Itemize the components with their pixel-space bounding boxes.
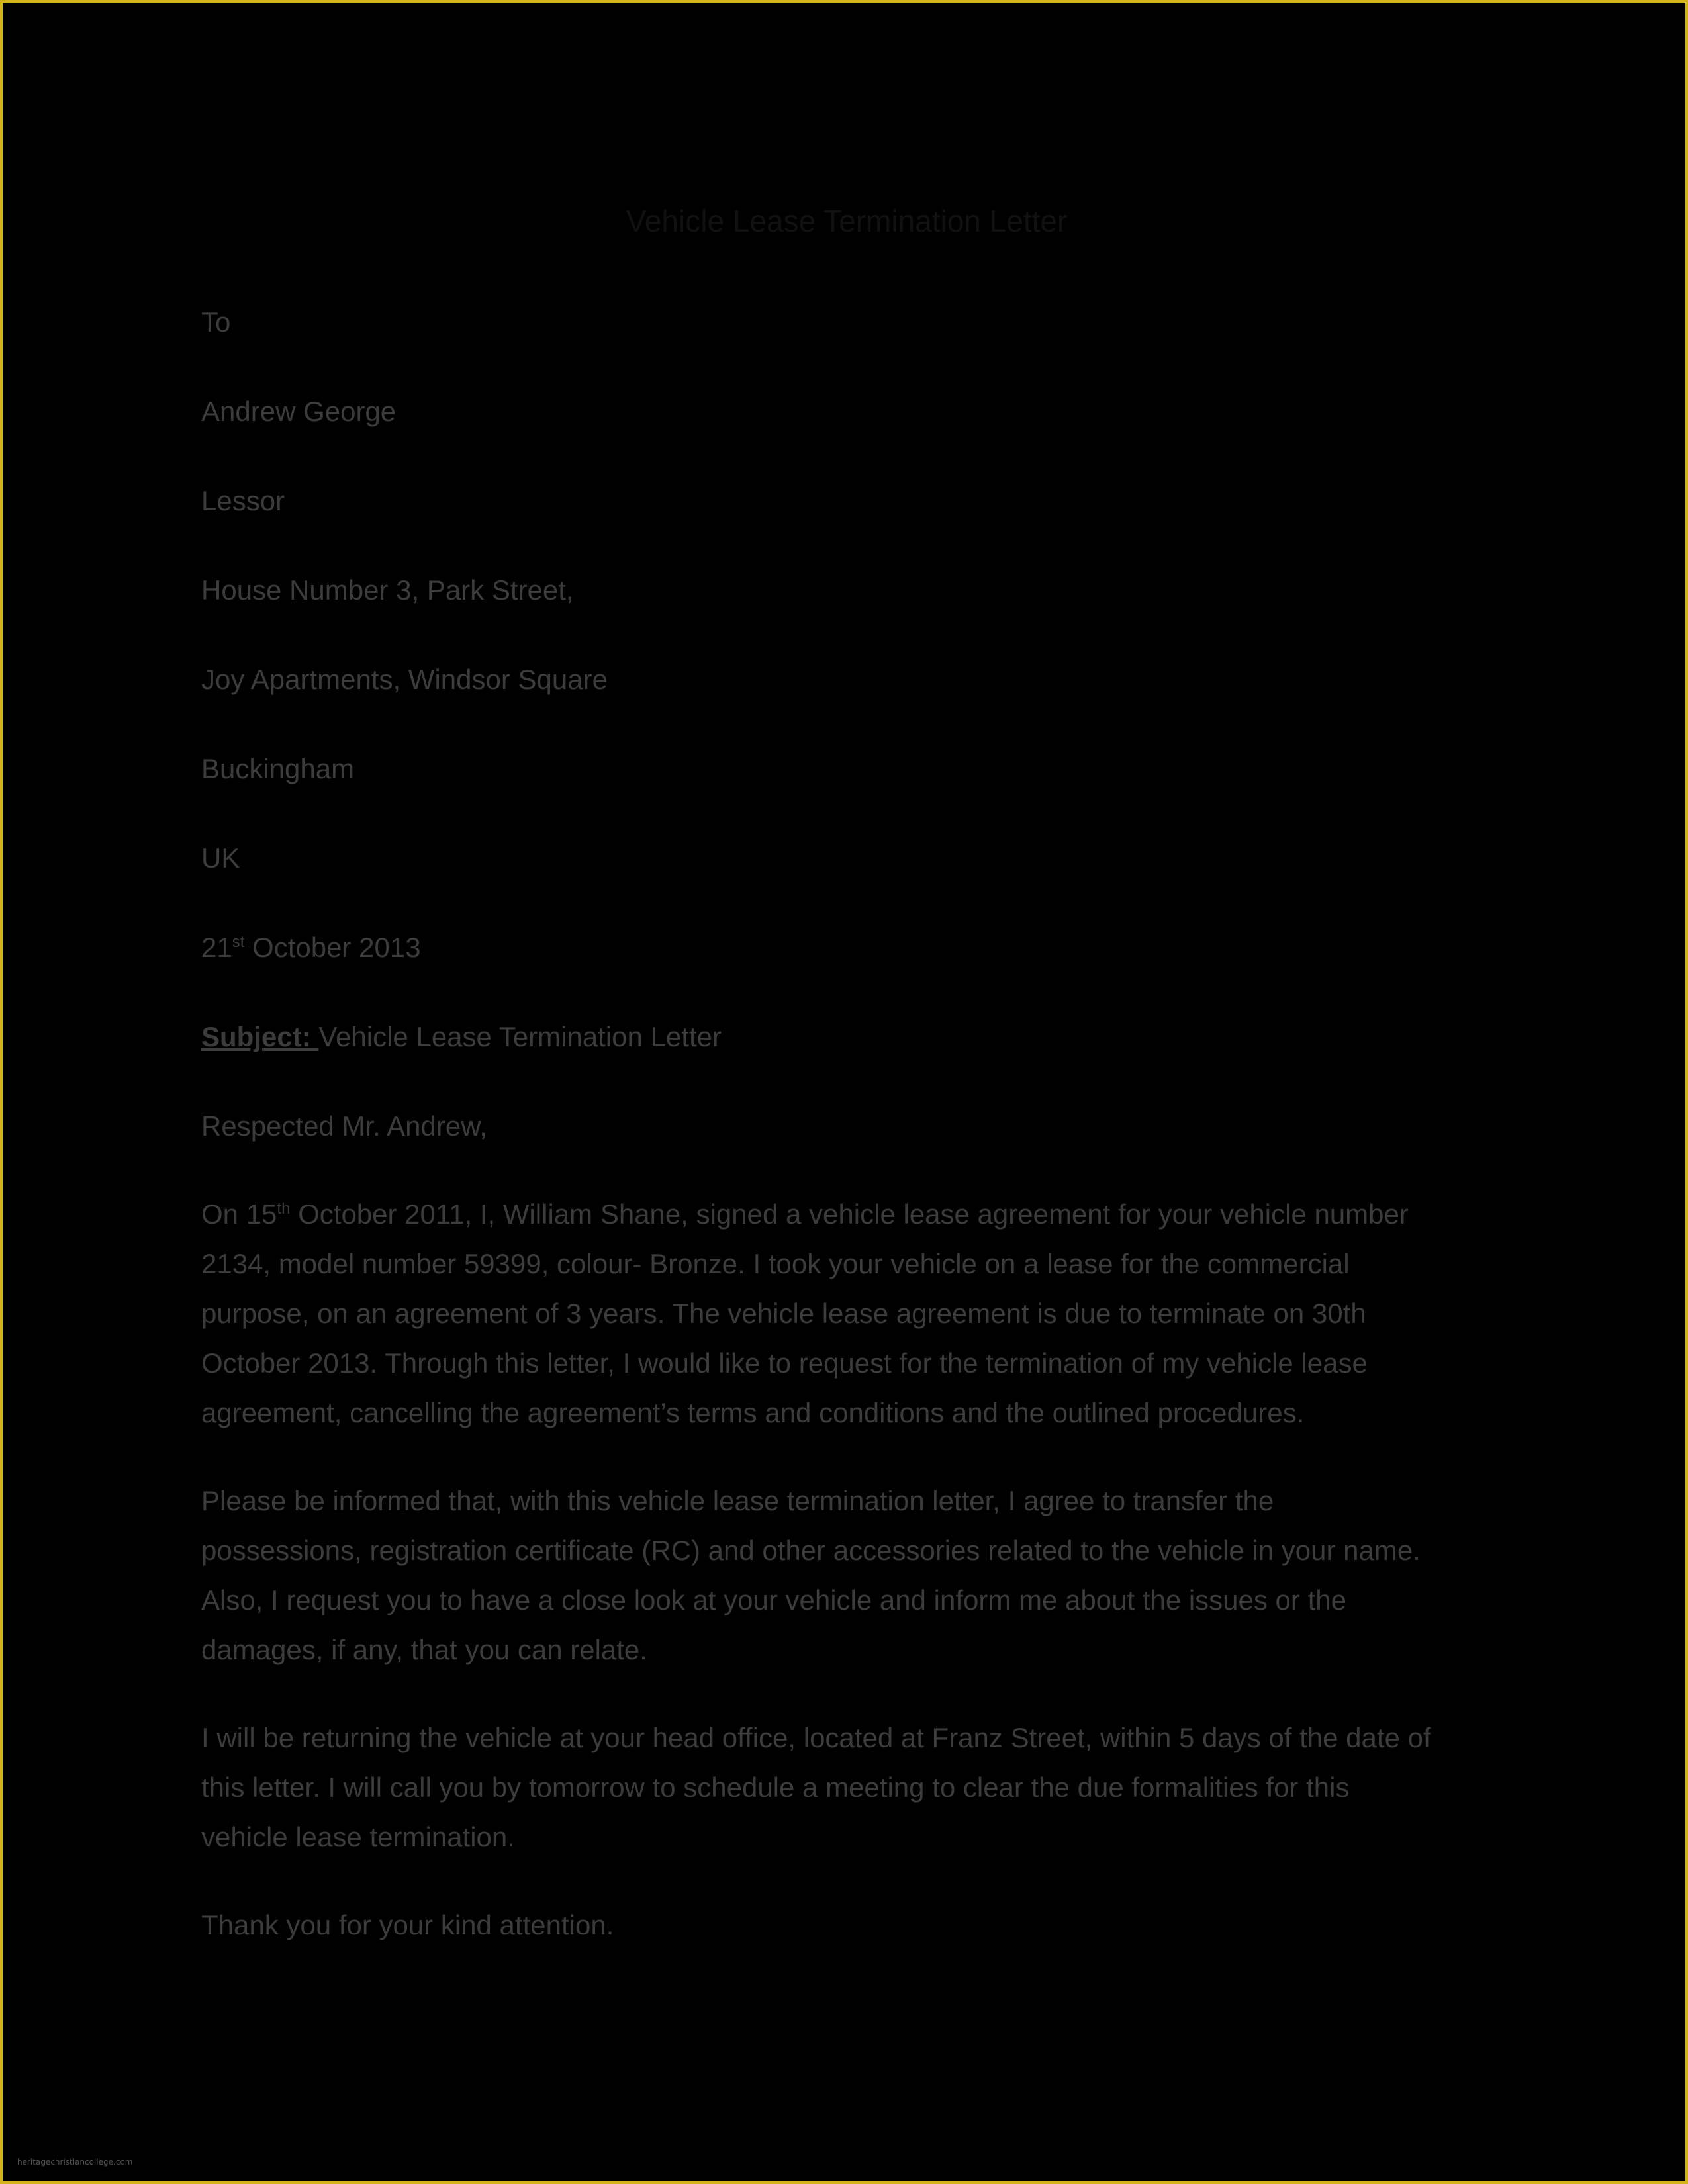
paragraph-1-line-1 bbox=[201, 1189, 1499, 1239]
date-rest: October 2013 bbox=[244, 932, 421, 963]
recipient-role: Lessor bbox=[201, 485, 285, 516]
paragraph-1-line-5: agreement, cancelling the agreement’s terms and conditions and the outlined procedures. bbox=[201, 1397, 1305, 1428]
document-title: Vehicle Lease Termination Letter bbox=[626, 204, 1068, 238]
paragraph-1-line-4: October 2013. Through this letter, I would like to request for the termination of my vehicle lease bbox=[201, 1347, 1368, 1379]
p1-line-1-rest: October 2011, I, William Shane, signed a vehicle lease agreement for your vehicle number bbox=[290, 1199, 1409, 1230]
p1-lead-suffix: th bbox=[277, 1200, 291, 1218]
closing-line: Thank you for your kind attention. bbox=[201, 1909, 614, 1940]
paragraph-3-line-3: vehicle lease termination. bbox=[201, 1821, 515, 1852]
paragraph-2 bbox=[201, 1476, 1499, 1674]
p1-lead: On 15 bbox=[201, 1199, 277, 1230]
letter-body bbox=[201, 297, 1499, 1950]
watermark-text: heritagechristiancollege.com bbox=[17, 2158, 133, 2167]
paragraph-3-line-1: I will be returning the vehicle at your head office, located at Franz Street, within 5 days of the date of bbox=[201, 1722, 1431, 1753]
paragraph-2-line-2: possessions, registration certificate (RC) and other accessories related to the vehicle in your name. bbox=[201, 1535, 1421, 1566]
date-suffix: st bbox=[232, 933, 245, 951]
paragraph-2-line-3: Also, I request you to have a close look at your vehicle and inform me about the issues or the bbox=[201, 1584, 1346, 1615]
recipient-name: Andrew George bbox=[201, 396, 397, 427]
paragraph-3-line-2: this letter. I will call you by tomorrow to schedule a meeting to clear the due formalities for this bbox=[201, 1772, 1350, 1803]
paragraph-3 bbox=[201, 1713, 1499, 1862]
paragraph-1-line-3: purpose, on an agreement of 3 years. The vehicle lease agreement is due to terminate on 30th bbox=[201, 1298, 1366, 1329]
subject-line bbox=[201, 1012, 1499, 1062]
to-label: To bbox=[201, 306, 231, 338]
paragraph-1 bbox=[201, 1189, 1499, 1437]
salutation: Respected Mr. Andrew, bbox=[201, 1111, 487, 1142]
paragraph-2-line-4: damages, if any, that you can relate. bbox=[201, 1634, 647, 1665]
subject-text: Vehicle Lease Termination Letter bbox=[318, 1021, 722, 1052]
address-city: Buckingham bbox=[201, 753, 355, 784]
subject-label: Subject: bbox=[201, 1021, 319, 1052]
address-country: UK bbox=[201, 842, 240, 874]
address-line-1: House Number 3, Park Street, bbox=[201, 574, 574, 606]
letter-date bbox=[201, 923, 1499, 972]
paragraph-2-line-1: Please be informed that, with this vehicle lease termination letter, I agree to transfer the bbox=[201, 1485, 1274, 1516]
date-day: 21 bbox=[201, 932, 232, 963]
paragraph-1-line-2: 2134, model number 59399, colour- Bronze. I took your vehicle on a lease for the commercial bbox=[201, 1248, 1350, 1279]
address-line-2: Joy Apartments, Windsor Square bbox=[201, 664, 608, 695]
